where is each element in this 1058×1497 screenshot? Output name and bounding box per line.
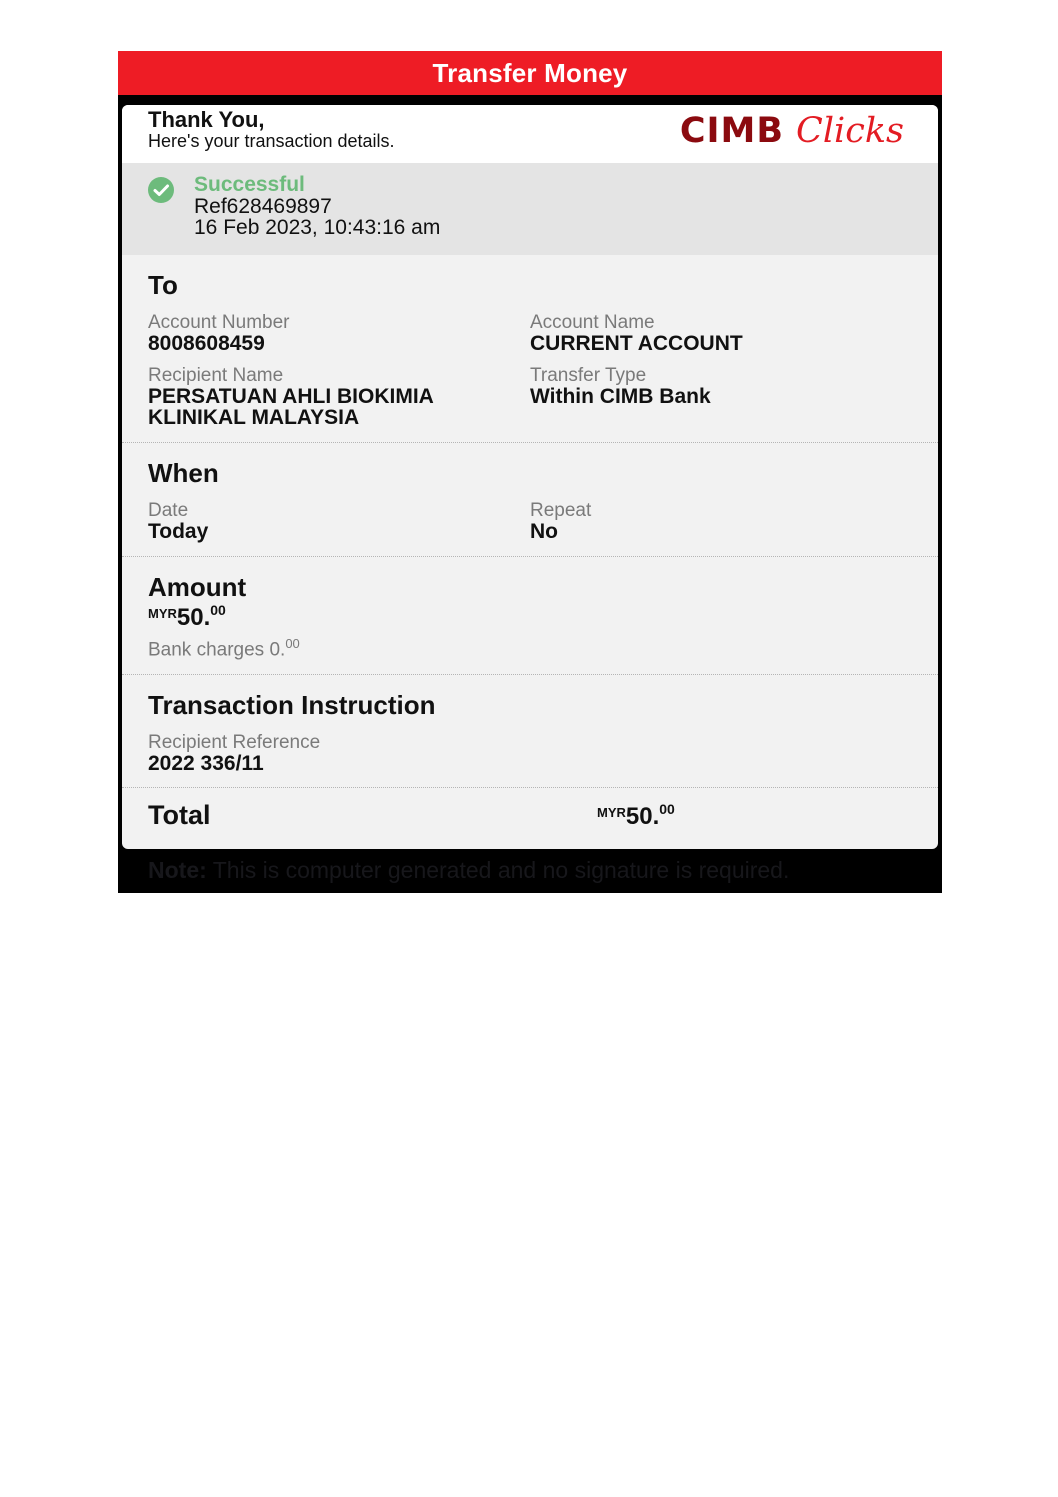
bank-charges — [148, 636, 300, 661]
logo-cimb-text: CIMB — [679, 111, 785, 151]
amount-decimal: 00 — [210, 602, 226, 618]
receipt-frame — [118, 51, 942, 893]
thank-you-subtitle: Here's your transaction details. — [148, 131, 395, 151]
footer-note — [148, 857, 789, 884]
status-label: Successful — [194, 173, 305, 196]
amount-section — [122, 557, 938, 675]
transfer-type-value: Within CIMB Bank — [530, 385, 711, 408]
date-value: Today — [148, 520, 209, 543]
when-section — [122, 443, 938, 557]
reference-number: Ref628469897 — [194, 195, 332, 218]
cimb-clicks-logo — [680, 111, 904, 151]
bank-charges-label: Bank charges 0. — [148, 639, 286, 661]
note-prefix: Note: — [148, 857, 207, 883]
recipient-reference-label: Recipient Reference — [148, 732, 321, 753]
to-title: To — [148, 270, 178, 300]
recipient-name-line1: PERSATUAN AHLI BIOKIMIA — [148, 385, 434, 408]
thank-you-banner — [122, 105, 938, 163]
receipt-card — [122, 105, 938, 849]
instruction-section — [122, 675, 938, 788]
account-name-value: CURRENT ACCOUNT — [530, 332, 743, 355]
amount-integer: 50. — [176, 604, 211, 631]
instruction-title: Transaction Instruction — [148, 690, 436, 720]
transaction-datetime: 16 Feb 2023, 10:43:16 am — [194, 216, 441, 239]
when-title: When — [148, 458, 219, 488]
total-decimal: 00 — [659, 801, 675, 817]
recipient-name-line2: KLINIKAL MALAYSIA — [148, 406, 360, 429]
account-number-value: 8008608459 — [148, 332, 265, 355]
logo-clicks-text: Clicks — [796, 111, 904, 151]
account-number-label: Account Number — [148, 312, 290, 333]
page-title: Transfer Money — [118, 51, 942, 95]
recipient-name-label: Recipient Name — [148, 365, 284, 386]
date-label: Date — [148, 500, 189, 521]
total-value — [597, 803, 675, 831]
transfer-type-label: Transfer Type — [530, 365, 647, 386]
repeat-label: Repeat — [530, 500, 592, 521]
total-title: Total — [148, 800, 211, 830]
to-section — [122, 255, 938, 443]
total-section — [122, 788, 938, 849]
recipient-reference-value: 2022 336/11 — [148, 752, 264, 775]
thank-you-title: Thank You, — [148, 107, 265, 132]
amount-currency: MYR — [148, 606, 177, 621]
bank-charges-decimal: 00 — [285, 636, 300, 651]
total-currency: MYR — [597, 805, 626, 820]
amount-title: Amount — [148, 572, 247, 602]
success-check-icon — [148, 177, 174, 203]
amount-value — [148, 604, 226, 632]
repeat-value: No — [530, 520, 558, 543]
note-text: This is computer generated and no signature is required. — [206, 857, 790, 883]
account-name-label: Account Name — [530, 312, 655, 333]
status-panel — [122, 163, 938, 255]
total-integer: 50. — [625, 803, 660, 830]
